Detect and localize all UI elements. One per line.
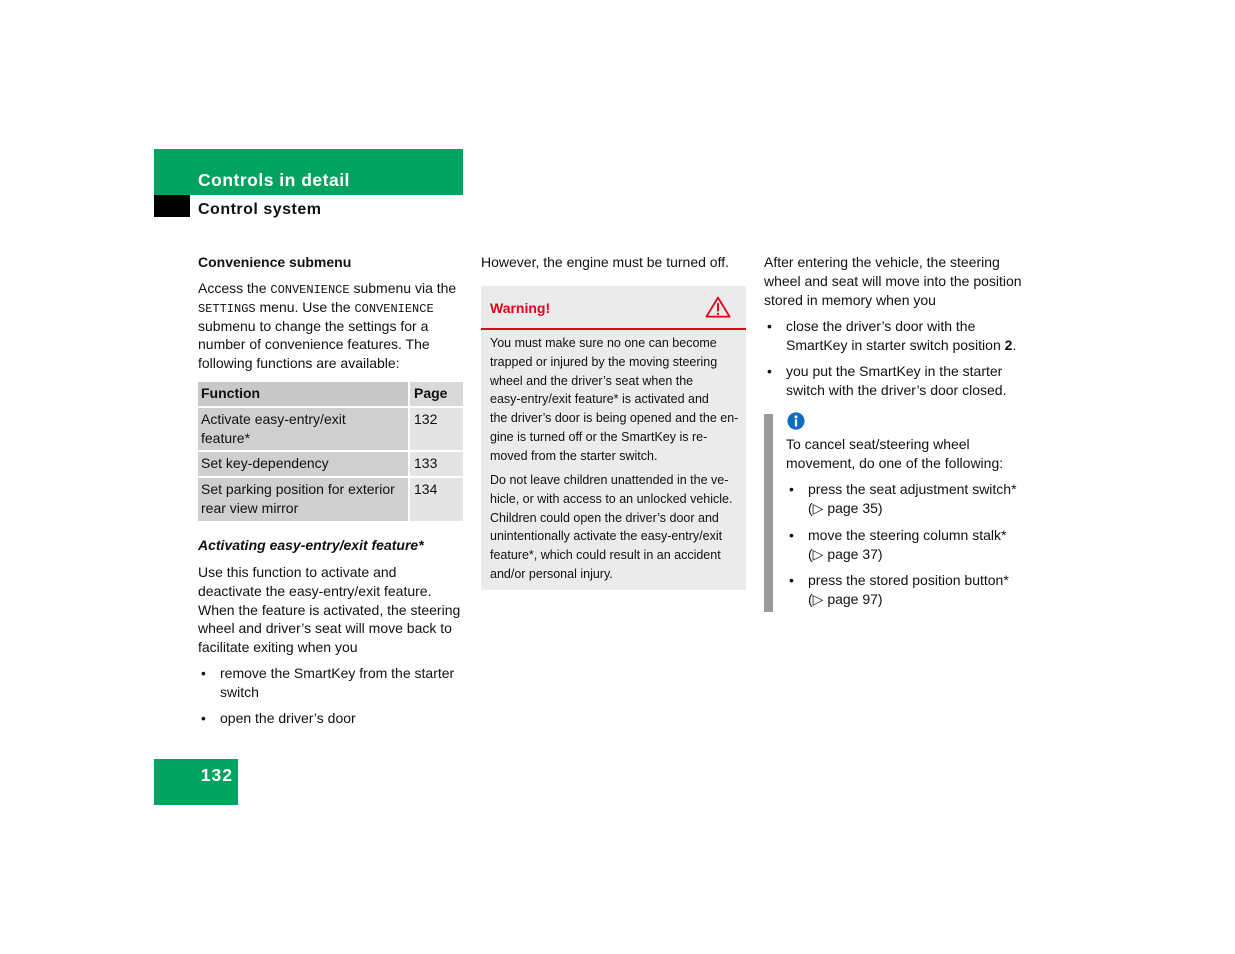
memory-position-paragraph xyxy=(764,253,1022,309)
list-item-line: • close the driver’s door with the xyxy=(786,318,976,334)
easy-entry-subheading: Activating easy-entry/exit feature* xyxy=(198,537,424,553)
cell-line: Set key-dependency xyxy=(201,455,329,472)
warning-line: easy-entry/exit feature* is activated and xyxy=(490,392,709,407)
info-note-bar xyxy=(764,414,773,612)
section-title: Controls in detail xyxy=(198,169,350,190)
list-item-line: • press the seat adjustment switch* xyxy=(808,481,1017,497)
list-item-text: SmartKey in starter switch position xyxy=(786,336,1005,353)
list-item-line: • move the steering column stalk* xyxy=(808,527,1007,543)
intro-text: Access the xyxy=(198,280,271,296)
page-reference-link[interactable]: (▷ page 35) xyxy=(808,499,883,516)
display-menu-name: SETTINGS xyxy=(198,301,256,316)
warning-line: Children could open the driver’s door and xyxy=(490,510,719,525)
intro-line xyxy=(198,298,456,317)
subsection-marker-block xyxy=(154,195,190,217)
list-item xyxy=(764,362,1006,400)
table-cell-function xyxy=(198,478,408,521)
cell-line: Activate easy-entry/exit xyxy=(201,410,346,427)
warning-line: the driver’s door is being opened and the en- xyxy=(490,411,739,426)
warning-line: gine is turned off or the SmartKey is re- xyxy=(490,430,708,445)
info-line: movement, do one of the following: xyxy=(786,454,1004,471)
convenience-submenu-heading: Convenience submenu xyxy=(198,254,352,270)
list-item-line: • press the stored position button* xyxy=(808,572,1009,588)
intro-line: number of convenience features. The xyxy=(198,336,430,353)
cell-line[interactable]: 132 xyxy=(414,410,438,427)
list-item xyxy=(786,571,1009,609)
body-line: deactivate the easy-entry/exit feature. xyxy=(198,582,432,599)
list-item xyxy=(786,480,1017,518)
functions-table xyxy=(198,382,463,521)
display-menu-name: CONVENIENCE xyxy=(270,283,350,297)
body-line: After entering the vehicle, the steering xyxy=(764,254,1000,270)
list-item-line: switch xyxy=(220,683,259,700)
warning-triangle-icon xyxy=(705,296,731,318)
list-item-line xyxy=(786,336,1016,355)
cell-line[interactable]: 133 xyxy=(414,455,438,472)
warning-line: hicle, or with access to an unlocked vehicle. xyxy=(490,491,733,506)
engine-off-note: However, the engine must be turned off. xyxy=(481,254,730,270)
table-cell-page-link[interactable] xyxy=(410,408,463,451)
cell-line: feature* xyxy=(201,429,251,446)
body-line: Use this function to activate and xyxy=(198,564,397,580)
list-item xyxy=(198,664,454,702)
list-item-text: . xyxy=(1012,336,1017,353)
body-line: facilitate exiting when you xyxy=(198,639,358,655)
page-reference-link[interactable]: (▷ page 97) xyxy=(808,590,883,607)
table-cell-page-link[interactable] xyxy=(410,452,463,476)
warning-line: Do not leave children unattended in the ve- xyxy=(490,473,729,487)
warning-line: You must make sure no one can become xyxy=(490,336,717,350)
warning-divider xyxy=(481,328,746,330)
page-number: 132 xyxy=(200,764,233,785)
info-line: To cancel seat/steering wheel xyxy=(786,436,970,452)
list-item-line: • open the driver’s door xyxy=(220,710,356,726)
cell-line: Set parking position for exterior xyxy=(201,481,395,497)
info-icon xyxy=(787,412,805,430)
table-cell-function xyxy=(198,452,408,476)
table-header-page xyxy=(410,382,463,406)
list-item-line: • remove the SmartKey from the starter xyxy=(220,665,455,681)
warning-paragraph xyxy=(490,471,733,584)
warning-line: moved from the starter switch. xyxy=(490,448,658,463)
info-note-text xyxy=(786,435,1003,473)
table-cell-page-link[interactable] xyxy=(410,478,463,521)
warning-line: and/or personal injury. xyxy=(490,567,613,582)
section-header-bar xyxy=(154,149,463,195)
cell-line[interactable]: 134 xyxy=(414,481,438,497)
warning-line: unintentionally activate the easy-entry/exit xyxy=(490,529,723,544)
list-item-line: switch with the driver’s door closed. xyxy=(786,381,1007,398)
page-reference-link[interactable]: (▷ page 37) xyxy=(808,545,883,562)
body-line: stored in memory when you xyxy=(764,291,936,308)
warning-paragraph xyxy=(490,334,738,466)
intro-line: submenu to change the settings for a xyxy=(198,317,429,334)
header-label: Function xyxy=(201,385,261,401)
body-line: wheel and seat will move into the position xyxy=(764,272,1022,289)
switch-position-number: 2 xyxy=(1004,336,1013,353)
cell-line: rear view mirror xyxy=(201,499,299,516)
intro-line xyxy=(198,279,456,298)
easy-entry-paragraph xyxy=(198,563,460,657)
list-item xyxy=(764,317,1016,355)
intro-text: menu. Use the xyxy=(255,298,355,315)
display-menu-name: CONVENIENCE xyxy=(354,301,434,316)
subsection-title: Control system xyxy=(198,201,322,218)
table-header-function xyxy=(198,382,408,406)
body-line: wheel and driver’s seat will move back to xyxy=(198,620,452,637)
warning-line: trapped or injured by the moving steering xyxy=(490,354,718,369)
warning-title: Warning! xyxy=(490,300,551,316)
warning-line: wheel and the driver’s seat when the xyxy=(490,373,694,388)
page-number-box xyxy=(154,759,238,805)
warning-line: feature*, which could result in an accident xyxy=(490,548,721,563)
list-item xyxy=(786,526,1006,564)
intro-line: following functions are available: xyxy=(198,355,400,371)
table-cell-function xyxy=(198,408,408,451)
intro-paragraph xyxy=(198,279,456,373)
list-item xyxy=(198,709,356,728)
body-line: When the feature is activated, the steering xyxy=(198,601,461,618)
list-item-line: • you put the SmartKey in the starter xyxy=(786,363,1003,379)
intro-text: submenu via the xyxy=(349,280,457,296)
warning-box xyxy=(481,286,746,590)
header-label: Page xyxy=(414,385,448,401)
